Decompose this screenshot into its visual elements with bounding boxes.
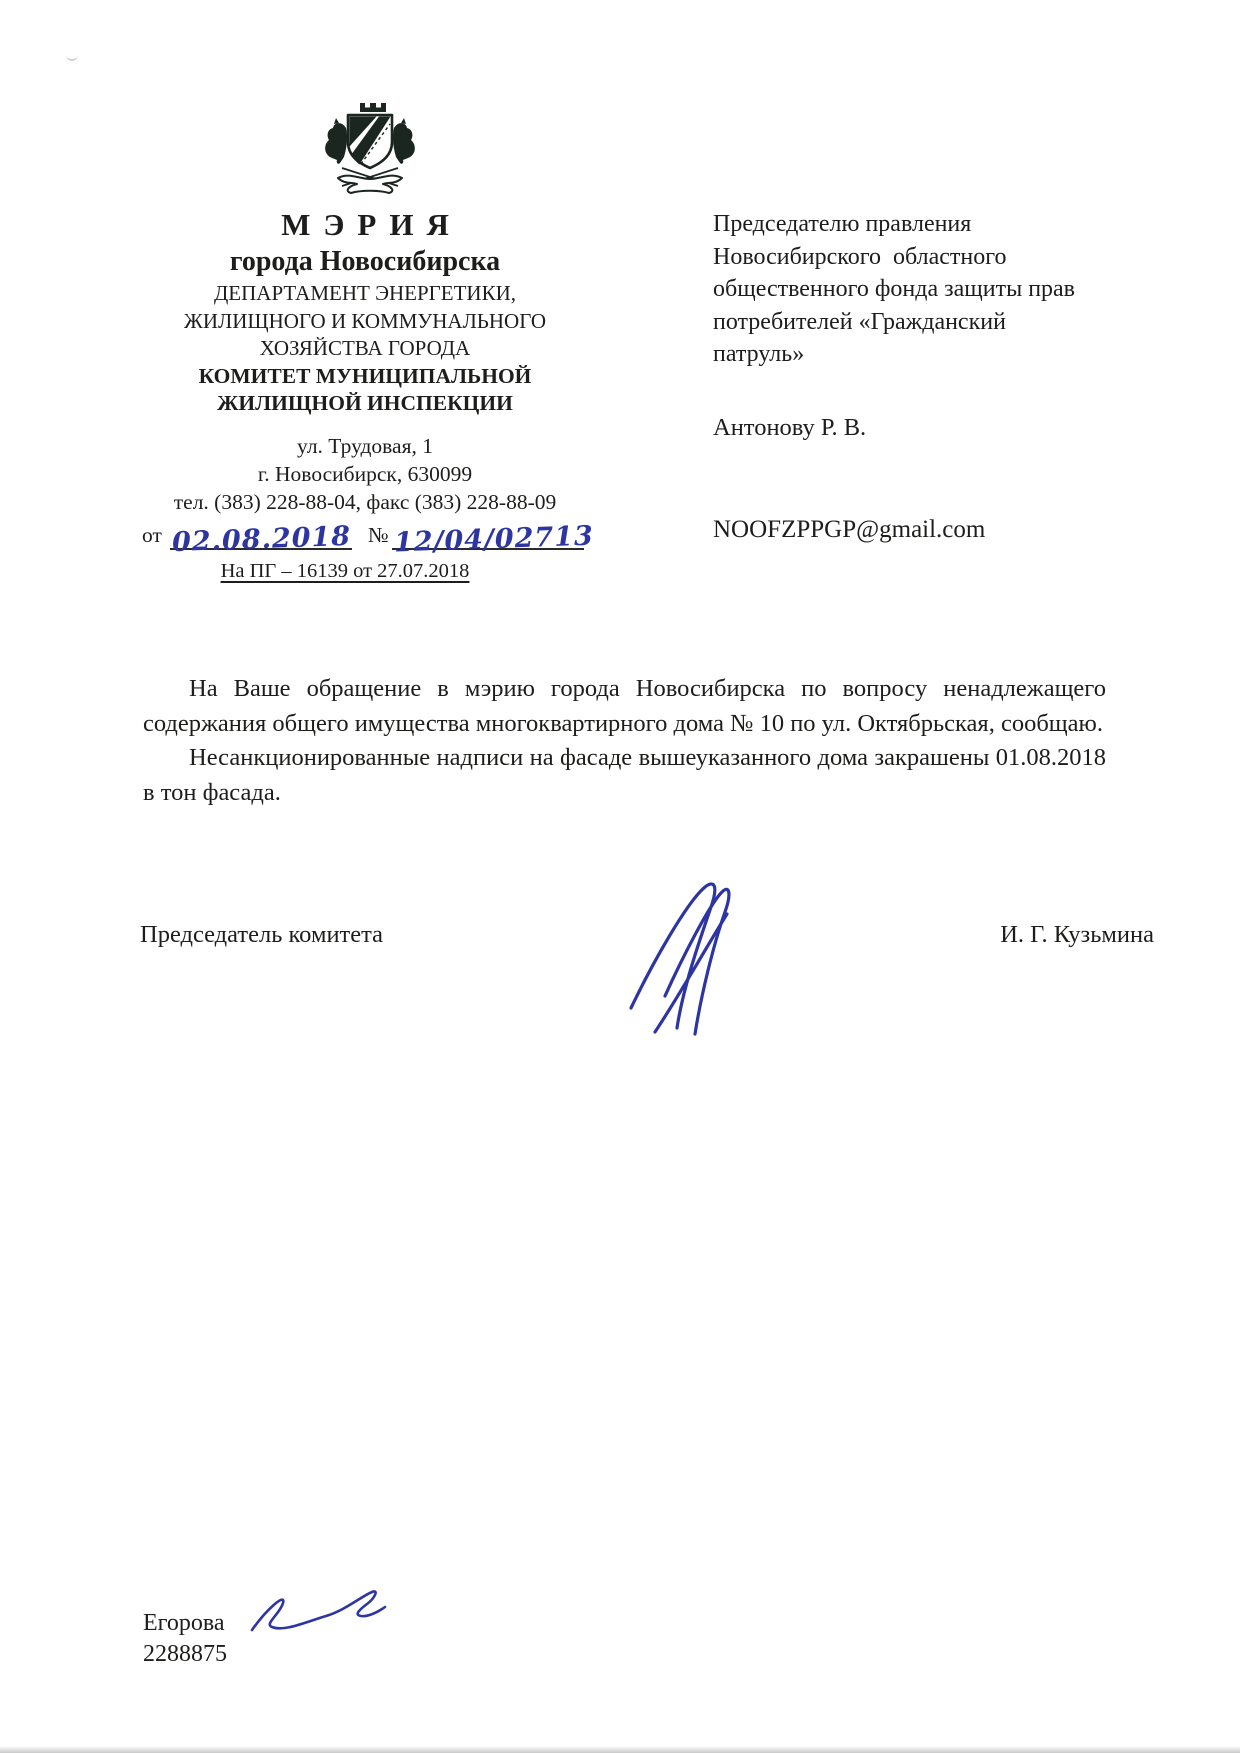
address-block [125,432,605,516]
recipient-block [713,208,1143,544]
letter-body [143,672,1106,810]
handwritten-date: 02.08.2018 [171,520,352,559]
department-line: ХОЗЯЙСТВА ГОРОДА [259,336,471,360]
address-line: ул. Трудовая, 1 [297,433,433,458]
number-label: № [367,523,389,547]
right-sable-icon [393,118,415,164]
novosibirsk-coat-of-arms-icon [318,98,422,194]
scan-edge [0,1746,1240,1753]
number-blank [392,514,595,559]
mural-crown-icon [360,103,386,112]
signer-name: И. Г. Кузьмина [1000,921,1154,948]
letterhead [125,206,605,516]
handwritten-number: 12/04/02713 [393,520,595,559]
left-sable-icon [325,118,347,164]
body-paragraph: На Ваше обращение в мэрию города Новосибирска по вопросу ненадлежащего содержания общего имущества многоквартирного дома № 10 по ул. Октябрьская, сообщаю. [143,675,1106,737]
executor-signature-icon [246,1576,391,1646]
signer-position: Председатель комитета [140,921,384,948]
scan-speck [66,50,78,61]
address-line: тел. (383) 228-88-04, факс (383) 228-88-09 [173,489,557,514]
org-name-main: МЭРИЯ [281,207,462,242]
date-label: от [142,523,162,547]
recipient-email: NOOFZPPGP@gmail.com [713,515,986,543]
department-line: ДЕПАРТАМЕНТ ЭНЕРГЕТИКИ, [213,281,517,305]
recipient-line: патруль» [713,341,805,367]
recipient-name: Антонову Р. В. [713,413,867,441]
recipient-line: общественного фонда защиты прав [713,276,1076,302]
committee-line: ЖИЛИЩНОЙ ИНСПЕКЦИИ [217,391,513,415]
address-line: г. Новосибирск, 630099 [257,461,473,486]
executor-name: Егорова [143,1610,225,1636]
body-paragraph: Несанкционированные надписи на фасаде вышеуказанного дома закрашены 01.08.2018 в тон фасада. [143,744,1106,806]
executor-block [143,1608,227,1670]
recipient-line: Новосибирского областного [713,243,1007,270]
date-number-row [142,514,595,559]
recipient-line: потребителей «Гражданский [713,308,1006,335]
reference-line: На ПГ – 16139 от 27.07.2018 [220,560,470,582]
chairman-signature-icon [615,876,780,1046]
department-line: ЖИЛИЩНОГО И КОММУНАЛЬНОГО [184,308,546,333]
date-blank [170,514,352,559]
recipient-line: Председателю правления [713,211,972,237]
executor-phone: 2288875 [143,1641,227,1667]
committee-line: КОМИТЕТ МУНИЦИПАЛЬНОЙ [198,363,532,388]
org-name-city: города Новосибирска [229,246,501,277]
